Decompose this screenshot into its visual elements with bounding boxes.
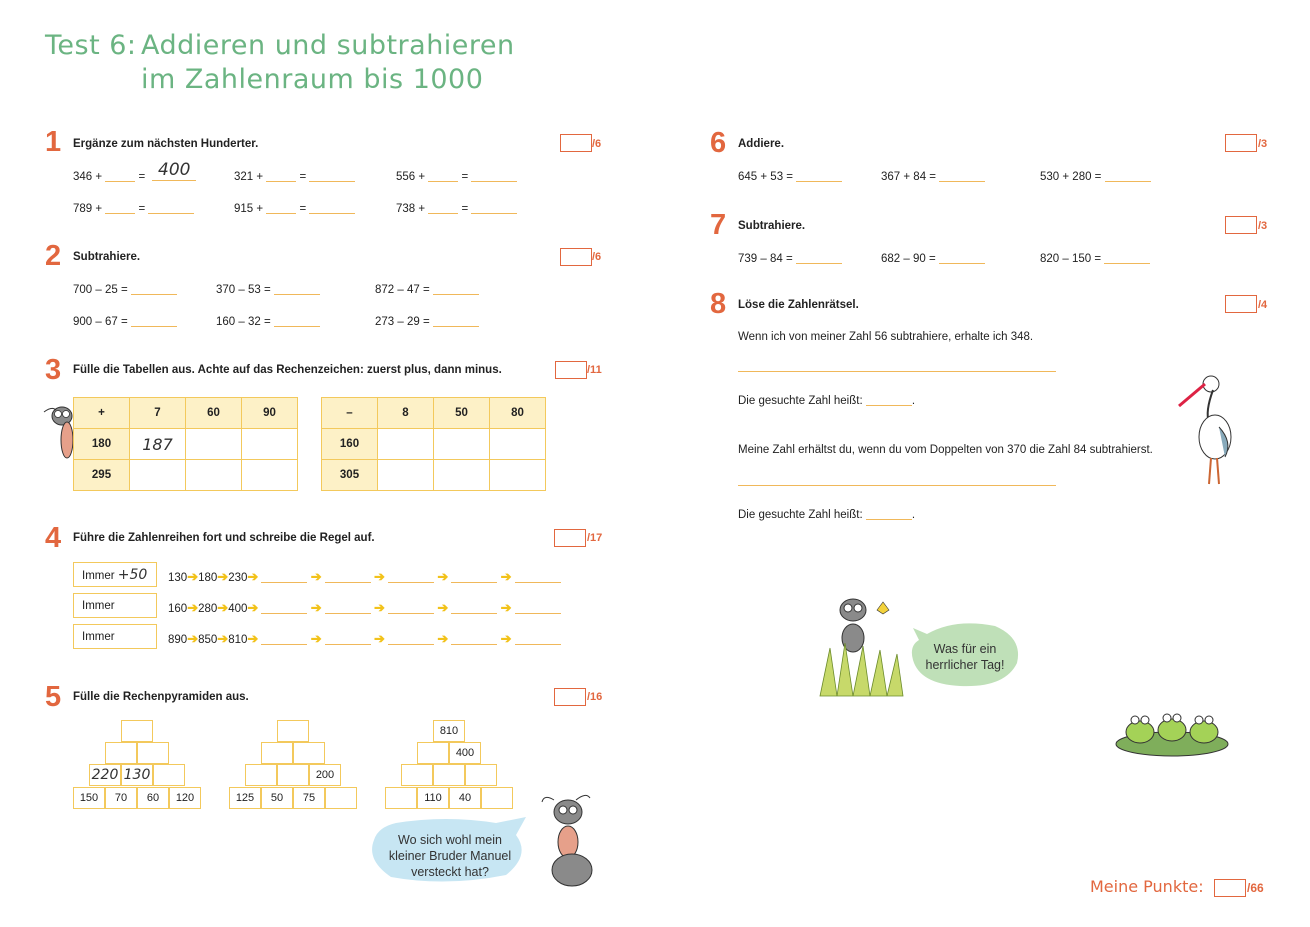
task3-score-box[interactable] bbox=[555, 361, 587, 379]
task-number-7: 7 bbox=[710, 209, 727, 241]
task1-score-max: /6 bbox=[592, 138, 602, 150]
riddle-2-answer: Die gesuchte Zahl heißt: . bbox=[738, 509, 916, 521]
pyramid-cell[interactable] bbox=[325, 787, 357, 809]
task1-item: 738 + = bbox=[396, 201, 517, 215]
total-score-max: /66 bbox=[1247, 881, 1264, 895]
table-col-header: 50 bbox=[434, 398, 490, 429]
table-cell[interactable] bbox=[186, 429, 242, 460]
task2-item: 160 – 32 = bbox=[216, 314, 320, 328]
table-col-header: 90 bbox=[242, 398, 298, 429]
table-col-header: 7 bbox=[130, 398, 186, 429]
table-cell[interactable] bbox=[434, 460, 490, 491]
table-cell[interactable] bbox=[130, 460, 186, 491]
stork-illustration bbox=[1175, 372, 1237, 487]
pyramid-cell[interactable]: 75 bbox=[293, 787, 325, 809]
number-sequence: 160➔280➔400➔ ➔ ➔ ➔ ➔ bbox=[168, 600, 561, 616]
task6-instruction: Addiere. bbox=[738, 138, 785, 150]
task1-item: 789 + = bbox=[73, 201, 194, 215]
pyramid-cell[interactable] bbox=[277, 764, 309, 786]
table-col-header: 60 bbox=[186, 398, 242, 429]
task7-item: 739 – 84 = bbox=[738, 251, 842, 265]
pyramid-cell[interactable]: 125 bbox=[229, 787, 261, 809]
task2-item: 370 – 53 = bbox=[216, 282, 320, 296]
pyramid-cell[interactable] bbox=[465, 764, 497, 786]
table-cell[interactable] bbox=[490, 460, 546, 491]
minus-table bbox=[321, 397, 546, 491]
pyramid-cell[interactable] bbox=[261, 742, 293, 764]
pyramid-cell[interactable] bbox=[121, 720, 153, 742]
task1-instruction: Ergänze zum nächsten Hunderter. bbox=[73, 138, 259, 150]
rule-box[interactable]: Immer +50 bbox=[73, 562, 157, 587]
pyramid-cell[interactable] bbox=[433, 764, 465, 786]
task2-instruction: Subtrahiere. bbox=[73, 251, 141, 263]
task1-item: 915 + = bbox=[234, 201, 355, 215]
plus-table bbox=[73, 397, 298, 491]
table-row-header: 180 bbox=[74, 429, 130, 460]
pyramid-cell[interactable] bbox=[293, 742, 325, 764]
task2-score-max: /6 bbox=[592, 251, 602, 263]
frogs-illustration bbox=[1110, 700, 1235, 760]
handwritten-answer: 187 bbox=[142, 434, 173, 454]
pyramid-cell[interactable]: 50 bbox=[261, 787, 293, 809]
table-op: + bbox=[74, 398, 130, 429]
ant-in-grass-illustration bbox=[815, 588, 910, 698]
speech-bubble-text: Wo sich wohl mein kleiner Bruder Manuel versteckt hat? bbox=[388, 833, 512, 879]
table-cell[interactable] bbox=[242, 460, 298, 491]
pyramid-cell[interactable]: 120 bbox=[169, 787, 201, 809]
task2-item: 273 – 29 = bbox=[375, 314, 479, 328]
task1-item: 556 + = bbox=[396, 169, 517, 183]
pyramid-cell[interactable] bbox=[385, 787, 417, 809]
task5-score-box[interactable] bbox=[554, 688, 586, 706]
task4-instruction: Führe die Zahlenreihen fort und schreibe die Regel auf. bbox=[73, 532, 375, 544]
pyramid-cell[interactable] bbox=[277, 720, 309, 742]
pyramid-cell[interactable]: 200 bbox=[309, 764, 341, 786]
task6-score-box[interactable] bbox=[1225, 134, 1257, 152]
task2-item: 900 – 67 = bbox=[73, 314, 177, 328]
pyramid-cell[interactable]: 60 bbox=[137, 787, 169, 809]
task3-instruction: Fülle die Tabellen aus. Achte auf das Rechenzeichen: zuerst plus, dann minus. bbox=[73, 364, 502, 376]
table-cell[interactable] bbox=[130, 429, 186, 460]
table-cell[interactable] bbox=[186, 460, 242, 491]
riddle-1-text: Wenn ich von meiner Zahl 56 subtrahiere, erhalte ich 348. bbox=[738, 331, 1034, 343]
task-number-1: 1 bbox=[45, 126, 62, 158]
page-title-line1: Addieren und subtrahieren bbox=[141, 30, 515, 61]
task7-score-box[interactable] bbox=[1225, 216, 1257, 234]
pyramid-cell[interactable] bbox=[105, 742, 137, 764]
table-col-header: 8 bbox=[378, 398, 434, 429]
riddle-1-answer: Die gesuchte Zahl heißt: . bbox=[738, 395, 916, 407]
task7-item: 682 – 90 = bbox=[881, 251, 985, 265]
task3-score-max: /11 bbox=[587, 364, 602, 376]
task4-score-box[interactable] bbox=[554, 529, 586, 547]
task-number-2: 2 bbox=[45, 240, 62, 272]
table-row-header: 160 bbox=[322, 429, 378, 460]
riddle-2-text: Meine Zahl erhältst du, wenn du vom Doppelten von 370 die Zahl 84 subtrahierst. bbox=[738, 444, 1153, 456]
handwritten-rule: +50 bbox=[117, 567, 148, 583]
working-line[interactable] bbox=[738, 485, 1056, 486]
page-title-line2: im Zahlenraum bis 1000 bbox=[141, 64, 484, 95]
test-label: Test 6: bbox=[45, 30, 137, 61]
task-number-3: 3 bbox=[45, 354, 62, 386]
task5-score-max: /16 bbox=[587, 691, 603, 703]
task4-score-max: /17 bbox=[587, 532, 603, 544]
task-number-4: 4 bbox=[45, 522, 62, 554]
task1-answer-handwritten: 400 bbox=[158, 160, 191, 180]
task6-score-max: /3 bbox=[1258, 138, 1268, 150]
pyramid-cell[interactable]: 810 bbox=[433, 720, 465, 742]
pyramid-cell[interactable]: 150 bbox=[73, 787, 105, 809]
number-sequence: 130➔180➔230➔ ➔ ➔ ➔ ➔ bbox=[168, 569, 561, 585]
answer-line[interactable] bbox=[152, 168, 196, 181]
pyramid-cell[interactable]: 220 bbox=[89, 764, 121, 786]
task6-item: 645 + 53 = bbox=[738, 169, 842, 183]
pyramid-cell[interactable] bbox=[417, 742, 449, 764]
task1-item: 321 + = bbox=[234, 169, 355, 183]
task7-score-max: /3 bbox=[1258, 220, 1268, 232]
pyramid-cell[interactable] bbox=[137, 742, 169, 764]
task1-score-box[interactable] bbox=[560, 134, 592, 152]
table-col-header: 80 bbox=[490, 398, 546, 429]
task7-instruction: Subtrahiere. bbox=[738, 220, 806, 232]
pyramid-cell[interactable] bbox=[481, 787, 513, 809]
total-score-box[interactable] bbox=[1214, 879, 1246, 897]
task5-instruction: Fülle die Rechenpyramiden aus. bbox=[73, 691, 249, 703]
task6-item: 367 + 84 = bbox=[881, 169, 985, 183]
task2-item: 700 – 25 = bbox=[73, 282, 177, 296]
table-row-header: 295 bbox=[74, 460, 130, 491]
speech-bubble-green-text: Was für ein herrlicher Tag! bbox=[925, 642, 1005, 672]
pyramid-cell[interactable]: 110 bbox=[417, 787, 449, 809]
total-points-label: Meine Punkte: bbox=[1090, 877, 1204, 896]
rule-box[interactable]: Immer bbox=[73, 593, 157, 618]
task-number-5: 5 bbox=[45, 681, 62, 713]
task-number-6: 6 bbox=[710, 127, 727, 159]
table-row-header: 305 bbox=[322, 460, 378, 491]
pyramid-cell[interactable]: 70 bbox=[105, 787, 137, 809]
task1-item: 346 + = bbox=[73, 171, 146, 183]
task2-item: 872 – 47 = bbox=[375, 282, 479, 296]
task8-score-box[interactable] bbox=[1225, 295, 1257, 313]
working-line[interactable] bbox=[738, 371, 1056, 372]
pyramid-cell[interactable] bbox=[401, 764, 433, 786]
table-cell[interactable] bbox=[378, 429, 434, 460]
pyramid-cell[interactable]: 40 bbox=[449, 787, 481, 809]
table-cell[interactable] bbox=[490, 429, 546, 460]
ant-peeking-illustration bbox=[38, 402, 76, 464]
table-op: – bbox=[322, 398, 378, 429]
rule-box[interactable]: Immer bbox=[73, 624, 157, 649]
pyramid-cell[interactable]: 130 bbox=[121, 764, 153, 786]
pyramid-cell[interactable]: 400 bbox=[449, 742, 481, 764]
pyramid-cell[interactable] bbox=[245, 764, 277, 786]
number-sequence: 890➔850➔810➔ ➔ ➔ ➔ ➔ bbox=[168, 631, 561, 647]
task8-instruction: Löse die Zahlenrätsel. bbox=[738, 299, 859, 311]
task2-score-box[interactable] bbox=[560, 248, 592, 266]
table-cell[interactable] bbox=[434, 429, 490, 460]
table-cell[interactable] bbox=[242, 429, 298, 460]
table-cell[interactable] bbox=[378, 460, 434, 491]
task8-score-max: /4 bbox=[1258, 299, 1268, 311]
pyramid-cell[interactable] bbox=[153, 764, 185, 786]
task6-item: 530 + 280 = bbox=[1040, 169, 1151, 183]
task7-item: 820 – 150 = bbox=[1040, 251, 1150, 265]
ant-illustration bbox=[532, 790, 602, 895]
task-number-8: 8 bbox=[710, 288, 727, 320]
